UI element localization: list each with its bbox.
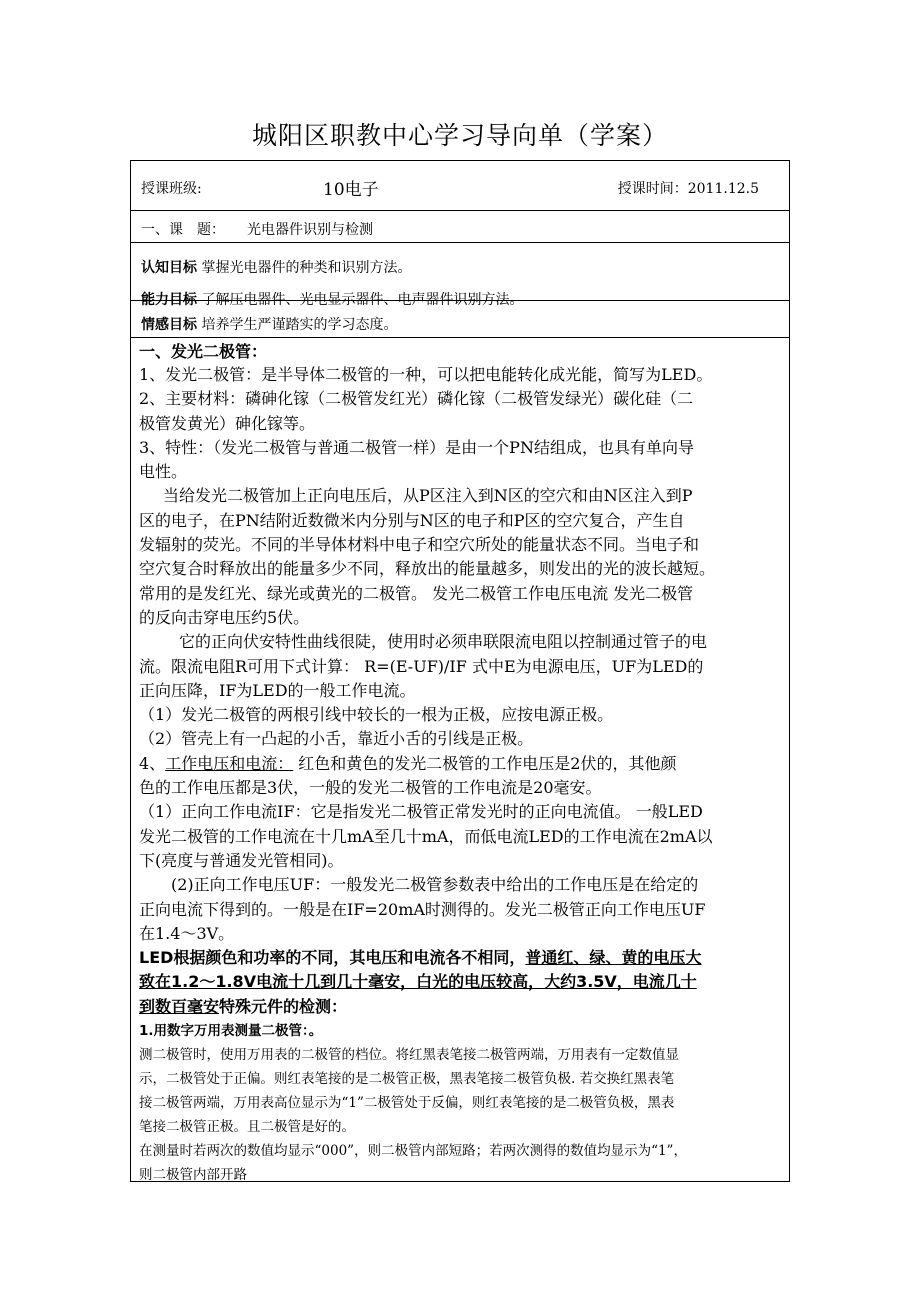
paragraph-line: 2、主要材料：磷砷化镓（二极管发红光）磷化镓（二极管发绿光）碳化硅（二: [139, 389, 694, 409]
topic-value: 光电器件识别与检测: [247, 222, 373, 238]
underlined-bold-text: 到数百毫安: [139, 996, 220, 1016]
lesson-content: [139, 340, 783, 1187]
paragraph-line: 在测量时若两次的数值均显示“000”，则二极管内部短路；若两次测得的数值均显示为“1”，: [139, 1143, 687, 1160]
item-number: 4、: [139, 753, 166, 773]
class-label: 授课班级:: [141, 181, 202, 197]
ability-goal: [141, 289, 523, 309]
paragraph-line: 测二极管时，使用万用表的二极管的档位。将红黑表笔接二极管两端，万用表有一定数值显: [139, 1047, 679, 1064]
paragraph-line: 的反向击穿电压约5伏。: [139, 607, 310, 627]
subheading-text: 特殊元件的检测：: [219, 996, 348, 1016]
paragraph-line: 笔接二极管正极。且二极管是好的。: [139, 1119, 355, 1136]
paragraph-line: 在1.4～3V。: [139, 923, 235, 943]
topic-label: 一、课 题：: [141, 222, 225, 238]
paragraph-line: 电性。: [139, 462, 188, 482]
underlined-bold-line: 致在1.2～1.8V电流十几到几十毫安，白光的电压较高，大约3.5V，电流几十: [139, 972, 697, 992]
cognitive-goal-text: 掌握光电器件的种类和识别方法。: [201, 260, 412, 276]
underlined-bold-text: 普通红、绿、黄的电压大: [525, 948, 702, 968]
paragraph-line: 下(亮度与普通发光管相同)。: [139, 850, 344, 870]
emotion-goal: [141, 314, 397, 334]
paragraph-line: 流。限流电阻R可用下式计算： R=(E-UF)/IF 式中E为电源电压，UF为LED的: [139, 656, 704, 676]
paragraph-line: （1）正向工作电流IF：它是指发光二极管正常发光时的正向电流值。 一般LED: [139, 802, 703, 822]
paragraph-line: [139, 946, 783, 970]
paragraph-line: 则二极管内部开路: [139, 1167, 247, 1184]
topic-row: [131, 211, 789, 243]
paragraph-line: [139, 995, 783, 1019]
paragraph-line: (2)正向工作电压UF：一般发光二极管参数表中给出的工作电压是在给定的: [171, 875, 699, 895]
paragraph-line: 1、发光二极管：是半导体二极管的一种，可以把电能转化成光能，简写为LED。: [139, 365, 713, 384]
paragraph-line: 空穴复合时释放出的能量多少不同，释放出的能量越多，则发出的光的波长越短。: [139, 559, 716, 579]
study-guide-table: [130, 160, 790, 1182]
paragraph-line: 当给发光二极管加上正向电压后，从P区注入到N区的空穴和由N区注入到P: [163, 486, 693, 506]
cognitive-goal-label: 认知目标: [141, 260, 197, 276]
paragraph-line: 极管发黄光）砷化镓等。: [139, 413, 316, 433]
paragraph-line: 发辐射的荧光。不同的半导体材料中电子和空穴所处的能量状态不同。当电子和: [139, 535, 700, 555]
document-title: 城阳区职教中心学习导向单（学案）: [251, 121, 668, 150]
paragraph-line: 接二极管两端，万用表高位显示为“1”二极管处于反偏，则红表笔接的是二极管负极，黑表: [139, 1095, 675, 1112]
paragraph-line: 常用的是发红光、绿光或黄光的二极管。 发光二极管工作电压电流 发光二极管: [139, 583, 694, 603]
header-row: [131, 161, 789, 211]
emotion-goal-label: 情感目标: [141, 317, 197, 333]
paragraph-text: 红色和黄色的发光二极管的工作电压是2伏的，其他颜: [293, 753, 677, 773]
subheading: 1.用数字万用表测量二极管：。: [139, 1023, 323, 1040]
section-heading: 一、发光二极管：: [139, 342, 268, 361]
content-cell: [131, 337, 789, 1184]
underlined-term: 工作电压和电流：: [165, 753, 294, 773]
ability-emotion-row: [131, 292, 789, 337]
cognitive-goal: [141, 257, 411, 277]
paragraph-line: 色的工作电压都是3伏，一般的发光二极管的工作电流是20毫安。: [139, 778, 602, 798]
led-label: LED根据颜色和功率的不同，其电压和电流各不相同，: [139, 948, 526, 968]
paragraph-line: 区的电子，在PN结附近数微米内分别与N区的电子和P区的空穴复合，产生自: [139, 510, 685, 530]
paragraph-line: （1）发光二极管的两根引线中较长的一根为正极，应按电源正极。: [139, 705, 614, 725]
paragraph-line: 示，二极管处于正偏。则红表笔接的是二极管正极，黑表笔接二极管负极. 若交换红黑表笔: [139, 1071, 675, 1088]
paragraph-line: 发光二极管的工作电流在十几mA至几十mA，而低电流LED的工作电流在2mA以: [139, 826, 713, 846]
paragraph-line: （2）管壳上有一凸起的小舌，靠近小舌的引线是正极。: [139, 729, 534, 749]
paragraph-line: 正向压降，IF为LED的一般工作电流。: [139, 680, 416, 700]
emotion-goal-text: 培养学生严谨踏实的学习态度。: [201, 317, 398, 333]
paragraph-line: 3、特性：（发光二极管与普通二极管一样）是由一个PN结组成，也具有单向导: [139, 437, 694, 457]
paragraph-line: 它的正向伏安特性曲线很陡，使用时必须串联限流电阻以控制通过管子的电: [179, 632, 708, 652]
ability-goal-text: 了解压电器件、光电显示器件、电声器件识别方法。: [201, 292, 524, 308]
paragraph-line: 正向电流下得到的。一般是在IF=20mA时测得的。发光二极管正向工作电压UF: [139, 899, 706, 919]
class-value: 10电子: [323, 180, 379, 200]
paragraph-line: [139, 752, 783, 776]
time-label: 授课时间：2011.12.5: [617, 181, 759, 197]
ability-goal-label: 能力目标: [141, 292, 197, 308]
